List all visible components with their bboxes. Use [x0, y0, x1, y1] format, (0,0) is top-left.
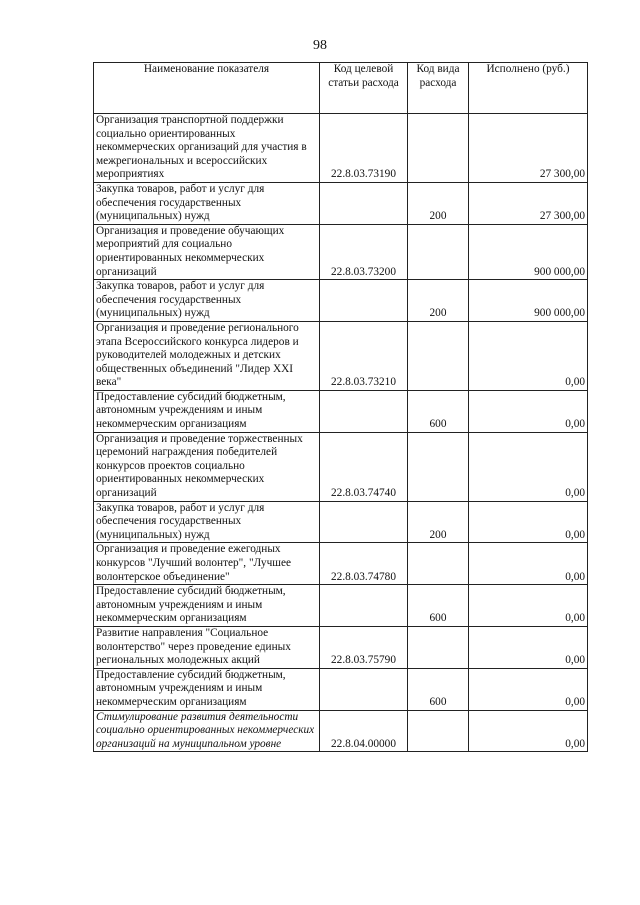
table-row — [94, 501, 588, 543]
row-code-cell: 22.8.03.74780 — [320, 543, 408, 585]
row-amount-cell: 0,00 — [469, 543, 588, 585]
row-name-cell: Предоставление субсидий бюджетным, автономным учреждениям и иным некоммерческим организациям — [94, 390, 320, 432]
row-code-cell — [320, 280, 408, 322]
row-amount-cell: 0,00 — [469, 626, 588, 668]
header-kind: Код вида расхода — [408, 63, 469, 114]
header-amount: Исполнено (руб.) — [469, 63, 588, 114]
row-name-cell: Организация и проведение торжественных церемоний награждения победителей конкурсов проектов социально ориентированных некоммерческих организаций — [94, 432, 320, 501]
row-kind-cell: 200 — [408, 280, 469, 322]
row-code-cell — [320, 501, 408, 543]
row-kind-cell — [408, 114, 469, 183]
row-name-cell: Закупка товаров, работ и услуг для обеспечения государственных (муниципальных) нужд — [94, 280, 320, 322]
row-code-cell: 22.8.03.75790 — [320, 626, 408, 668]
row-name-cell: Стимулирование развития деятельности социально ориентированных некоммерческих организаций на муниципальном уровне — [94, 710, 320, 752]
row-amount-cell: 0,00 — [469, 501, 588, 543]
row-kind-cell — [408, 224, 469, 279]
row-amount-cell: 0,00 — [469, 321, 588, 390]
row-kind-cell — [408, 321, 469, 390]
row-amount-cell: 0,00 — [469, 390, 588, 432]
row-name-cell: Организация и проведение обучающих мероприятий для социально ориентированных некоммерческих организаций — [94, 224, 320, 279]
table-row — [94, 432, 588, 501]
table-row — [94, 390, 588, 432]
table-row — [94, 668, 588, 710]
row-name-cell: Организация и проведение регионального этапа Всероссийского конкурса лидеров и руководителей молодежных и детских общественных объединений "Лидер XXI века" — [94, 321, 320, 390]
row-amount-cell: 0,00 — [469, 432, 588, 501]
row-name-cell: Закупка товаров, работ и услуг для обеспечения государственных (муниципальных) нужд — [94, 182, 320, 224]
table-row — [94, 280, 588, 322]
page-number: 98 — [313, 38, 327, 53]
table-row — [94, 626, 588, 668]
row-code-cell: 22.8.03.73190 — [320, 114, 408, 183]
row-amount-cell: 900 000,00 — [469, 280, 588, 322]
row-code-cell — [320, 585, 408, 627]
row-kind-cell: 600 — [408, 585, 469, 627]
table-row — [94, 114, 588, 183]
header-code: Код целевой статьи расхода — [320, 63, 408, 114]
row-name-cell: Развитие направления "Социальное волонтерство" через проведение единых региональных молодежных акций — [94, 626, 320, 668]
row-amount-cell: 900 000,00 — [469, 224, 588, 279]
row-kind-cell: 600 — [408, 668, 469, 710]
table-header-row — [94, 63, 588, 114]
row-code-cell — [320, 182, 408, 224]
row-code-cell: 22.8.03.73200 — [320, 224, 408, 279]
row-kind-cell — [408, 543, 469, 585]
table-row — [94, 321, 588, 390]
row-kind-cell: 600 — [408, 390, 469, 432]
row-kind-cell — [408, 710, 469, 752]
table-row — [94, 182, 588, 224]
header-name: Наименование показателя — [94, 63, 320, 114]
table-row — [94, 710, 588, 752]
row-name-cell: Предоставление субсидий бюджетным, автономным учреждениям и иным некоммерческим организациям — [94, 668, 320, 710]
table-row — [94, 543, 588, 585]
row-code-cell: 22.8.03.74740 — [320, 432, 408, 501]
row-name-cell: Закупка товаров, работ и услуг для обеспечения государственных (муниципальных) нужд — [94, 501, 320, 543]
row-kind-cell: 200 — [408, 501, 469, 543]
row-name-cell: Организация транспортной поддержки социально ориентированных некоммерческих организаций для участия в межрегиональных и всероссийских мероприятиях — [94, 114, 320, 183]
row-amount-cell: 0,00 — [469, 668, 588, 710]
row-kind-cell — [408, 626, 469, 668]
row-code-cell — [320, 390, 408, 432]
row-amount-cell: 0,00 — [469, 710, 588, 752]
table-row — [94, 585, 588, 627]
row-code-cell — [320, 668, 408, 710]
budget-table — [93, 62, 588, 752]
row-amount-cell: 0,00 — [469, 585, 588, 627]
row-code-cell: 22.8.03.73210 — [320, 321, 408, 390]
row-code-cell: 22.8.04.00000 — [320, 710, 408, 752]
row-kind-cell: 200 — [408, 182, 469, 224]
row-amount-cell: 27 300,00 — [469, 114, 588, 183]
table-row — [94, 224, 588, 279]
row-name-cell: Организация и проведение ежегодных конкурсов "Лучший волонтер", "Лучшее волонтерское объединение" — [94, 543, 320, 585]
row-name-cell: Предоставление субсидий бюджетным, автономным учреждениям и иным некоммерческим организациям — [94, 585, 320, 627]
row-amount-cell: 27 300,00 — [469, 182, 588, 224]
row-kind-cell — [408, 432, 469, 501]
